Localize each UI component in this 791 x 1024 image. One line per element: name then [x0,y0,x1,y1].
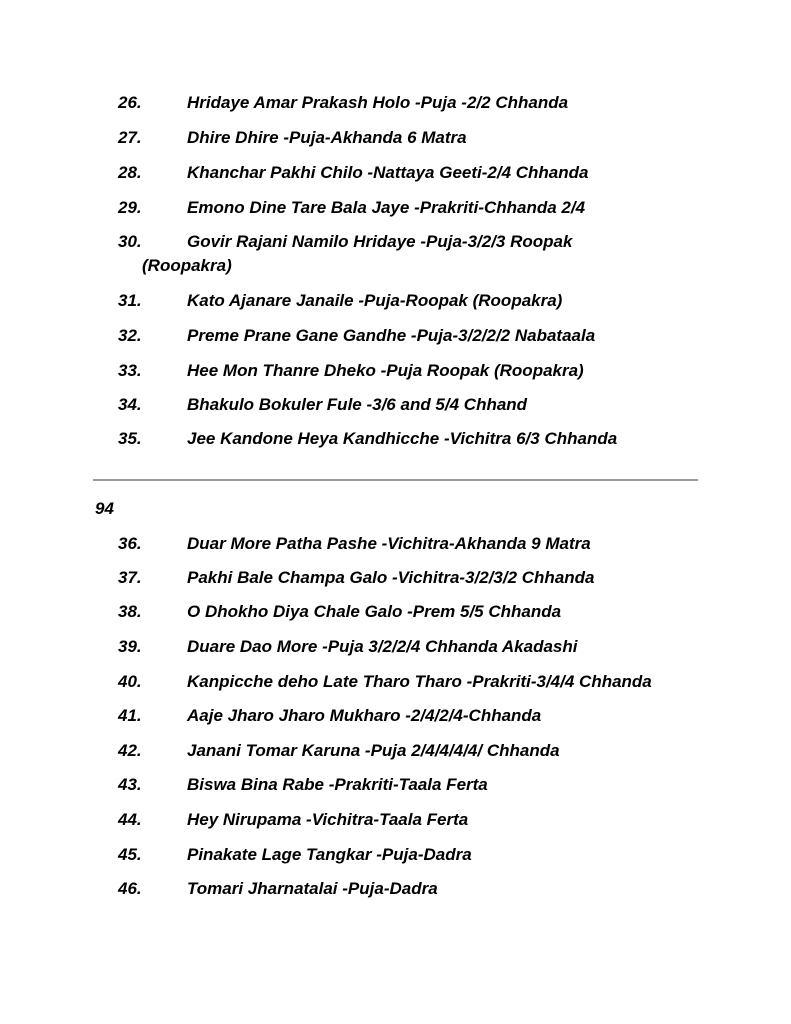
item-title: Preme Prane Gane Gandhe -Puja-3/2/2/2 Nabataala [187,326,596,345]
item-number: 43. [118,775,142,794]
item-number: 26. [118,93,142,112]
item-title: Bhakulo Bokuler Fule -3/6 and 5/4 Chhand [187,395,528,414]
item-title: Duar More Patha Pashe -Vichitra-Akhanda 9 Matra [187,534,591,553]
item-number: 36. [118,534,142,553]
item-number: 34. [118,395,142,414]
item-title: Duare Dao More -Puja 3/2/2/4 Chhanda Akadashi [187,637,578,656]
item-number: 44. [118,810,142,829]
page-divider [93,479,698,481]
item-title: Jee Kandone Heya Kandhicche -Vichitra 6/3 Chhanda [187,429,618,448]
item-title: Kato Ajanare Janaile -Puja-Roopak (Roopakra) [187,291,563,310]
item-number: 41. [118,706,142,725]
item-title: Pakhi Bale Champa Galo -Vichitra-3/2/3/2 Chhanda [187,568,595,587]
item-title: Khanchar Pakhi Chilo -Nattaya Geeti-2/4 Chhanda [187,163,589,182]
item-title: Kanpicche deho Late Tharo Tharo -Prakriti-3/4/4 Chhanda [187,672,652,691]
item-title: Tomari Jharnatalai -Puja-Dadra [187,879,438,898]
item-number: 38. [118,602,142,621]
item-number: 30. [118,232,142,251]
item-number: 28. [118,163,142,182]
item-number: 45. [118,845,142,864]
item-title: O Dhokho Diya Chale Galo -Prem 5/5 Chhanda [187,602,562,621]
item-number: 31. [118,291,142,310]
item-title: Hridaye Amar Prakash Holo -Puja -2/2 Chhanda [187,93,569,112]
item-number: 35. [118,429,142,448]
item-number: 32. [118,326,142,345]
item-number: 46. [118,879,142,898]
item-title: Pinakate Lage Tangkar -Puja-Dadra [187,845,472,864]
item-number: 42. [118,741,142,760]
item-number: 27. [118,128,142,147]
item-title-continuation: (Roopakra) [142,256,232,275]
item-title: Emono Dine Tare Bala Jaye -Prakriti-Chhanda 2/4 [187,198,586,217]
item-title: Hey Nirupama -Vichitra-Taala Ferta [187,810,469,829]
page-number: 94 [95,499,114,518]
item-number: 37. [118,568,142,587]
item-title: Biswa Bina Rabe -Prakriti-Taala Ferta [187,775,488,794]
item-number: 33. [118,361,142,380]
item-title: Dhire Dhire -Puja-Akhanda 6 Matra [187,128,467,147]
item-title: Aaje Jharo Jharo Mukharo -2/4/2/4-Chhanda [187,706,542,725]
item-title: Govir Rajani Namilo Hridaye -Puja-3/2/3 Roopak [187,232,573,251]
item-number: 39. [118,637,142,656]
item-number: 29. [118,198,142,217]
item-title: Hee Mon Thanre Dheko -Puja Roopak (Roopakra) [187,361,584,380]
item-number: 40. [118,672,142,691]
item-title: Janani Tomar Karuna -Puja 2/4/4/4/4/ Chhanda [187,741,560,760]
